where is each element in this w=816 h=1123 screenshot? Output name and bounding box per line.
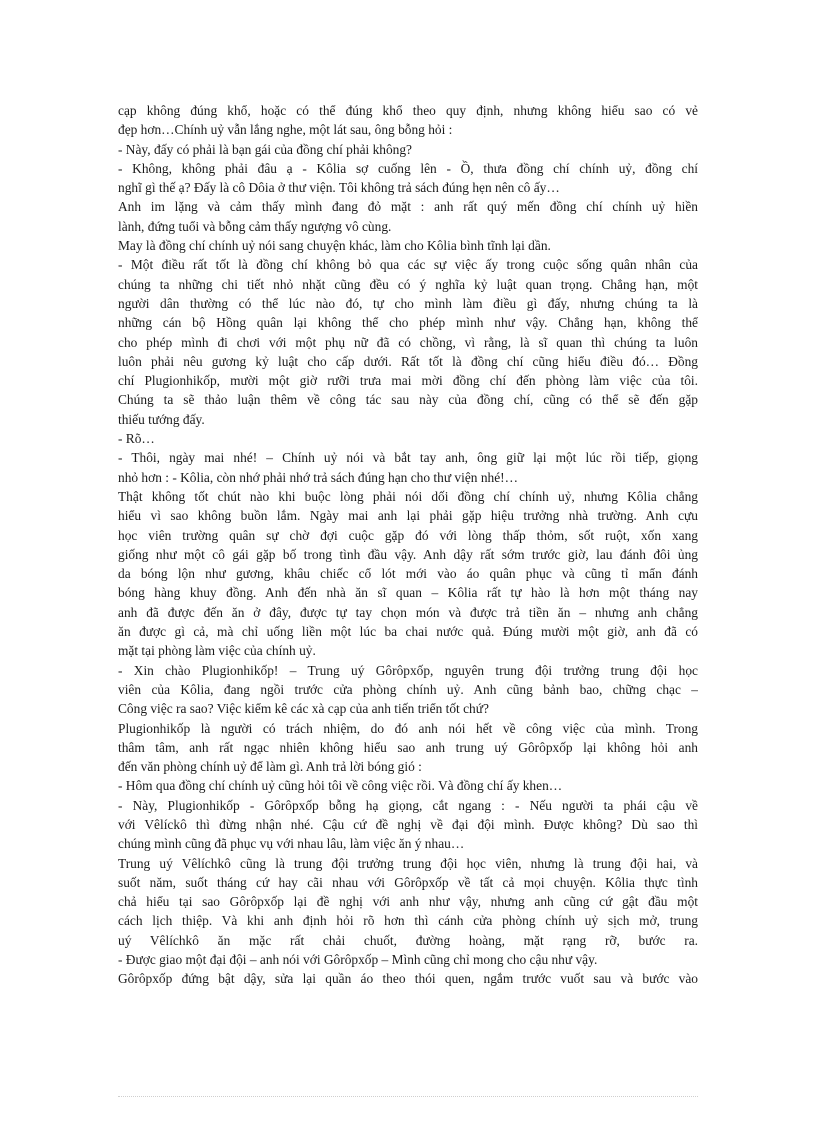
document-body [118,101,698,989]
text-line: Thật không tốt chút nào khi buộc lòng phải nói dối đồng chí chính uỷ, nhưng Kôlia chẳng [118,488,698,504]
text-line: cho phép mình đi chơi với một phụ nữ đã có chồng, vì rằng, là sĩ quan thì chúng ta luôn [118,334,698,350]
text-line: ăn được gì cả, mà chỉ uống liền một lúc ba chai nước quả. Đúng mười một giờ, anh đã có [118,624,698,640]
text-line: - Hôm qua đồng chí chính uỷ cũng hỏi tôi về công việc rồi. Và đồng chí ấy khen… [118,778,563,794]
text-line: thâm tâm, anh rất ngạc nhiên không hiểu sao anh trung uý Gôrôpxốp lại không hỏi anh [118,739,698,755]
text-line: - Này, Plugionhikốp - Gôrôpxốp bỗng hạ giọng, cắt ngang : - Nếu người ta phái cậu về [118,797,698,813]
text-line: người dân thường có thể lúc nào đó, tự cho mình làm điều gì đấy, nhưng chúng ta là [118,295,698,311]
text-line: - Xin chào Plugionhikốp! – Trung uý Gôrôpxốp, nguyên trung đội trưởng trung đội học [118,662,698,678]
text-line: May là đồng chí chính uỷ nói sang chuyện khác, làm cho Kôlia bình tĩnh lại dần. [118,238,551,254]
text-line: với Vêlíckô thì đừng nhận nhé. Cậu cứ đề nghị về đại đội mình. Được không? Dù sao thì [118,816,698,832]
text-line: - Không, không phải đâu ạ - Kôlia sợ cuống lên - Ồ, thưa đồng chí chính uỷ, đồng chí [118,160,698,176]
text-line: lành, đứng tuổi và bỗng cảm thấy ngượng vô cùng. [118,218,392,234]
text-line: Chúng ta sẽ thảo luận thêm về công tác sau này của đồng chí, cũng có thể sẽ đến gặp [118,392,698,408]
text-line: Anh im lặng và cảm thấy mình đang đỏ mặt : anh rất quý mến đồng chí chính uỷ hiền [118,199,698,215]
text-line: - Này, đấy có phải là bạn gái của đồng chí phải không? [118,141,412,157]
text-line: suốt năm, suốt tháng cứ hay cãi nhau với Gôrôpxốp về tất cả mọi chuyện. Kôlia thực tình [118,874,698,890]
text-line: luôn phải nêu gương kỷ luật cho cấp dưới. Rất tốt là đồng chí cũng hiểu điều đó… Đồng [118,353,698,369]
text-line: Plugionhikốp là người có trách nhiệm, do đó anh nói hết về công việc của mình. Trong [118,720,698,736]
text-line: mặt tại phòng làm việc của chính uỷ. [118,643,316,659]
text-line: - Rõ… [118,431,155,447]
text-line: nhỏ hơn : - Kôlia, còn nhớ phải nhớ trả sách đúng hạn cho thư viện nhé!… [118,469,519,485]
text-line: chúng mình cũng đã phục vụ với nhau lâu, làm việc ăn ý nhau… [118,836,465,852]
text-line: đến văn phòng chính uỷ để làm gì. Anh trả lời bóng gió : [118,759,422,775]
text-line: uý Vêlíchkô ăn mặc rất chải chuốt, đường hoàng, mặt rạng rỡ, bước ra. [118,932,698,948]
text-line: bóng hàng khuy đồng. Anh đến nhà ăn sĩ quan – Kôlia rất tự hào là hơn một tháng nay [118,585,698,601]
text-line: anh đã được đến ăn ở đây, được tự tay chọn món và được trả tiền ăn – nhưng anh chẳng [118,604,698,620]
text-line: Gôrôpxốp đứng bật dậy, sửa lại quần áo theo thói quen, ngắm trước vuốt sau và bước vào [118,971,698,987]
text-line: Trung uý Vêlíchkô cũng là trung đội trưởng trung đội học viên, nhưng là trung đội hai, và [118,855,698,871]
text-line: - Một điều rất tốt là đồng chí không bỏ qua các sự việc ấy trong cuộc sống quân nhân của [118,257,698,273]
text-line: những cán bộ Hồng quân lại không thể cho phép mình như vậy. Chẳng hạn, không thể [118,315,698,331]
text-line: đẹp hơn…Chính uỷ vẫn lắng nghe, một lát sau, ông bỗng hỏi : [118,122,453,138]
text-line: - Được giao một đại đội – anh nói với Gôrôpxốp – Mình cũng chỉ mong cho cậu như vậy. [118,952,598,968]
text-line: hiểu vì sao không buồn lắm. Ngày mai anh lại phải gặp hiệu trưởng nhà trường. Anh cựu [118,508,698,524]
text-line: chả hiểu tại sao Gôrôpxốp lại đề nghị với anh như vậy, nhưng anh cũng cứ gật đầu một [118,894,698,910]
footer-rule [118,1096,698,1097]
text-line: viên của Kôlia, đang ngồi trước cửa phòng chính uỷ. Anh cũng bảnh bao, chững chạc – [118,681,698,697]
text-line: nghĩ gì thế ạ? Đấy là cô Dôia ở thư viện. Tôi không trả sách đúng hẹn nên cô ấy… [118,180,560,196]
text-line: cách lịch thiệp. Và khi anh định hỏi rõ hơn thì cánh cửa phòng chính uỷ sịch mở, trung [118,913,698,929]
text-line: cạp không đúng khổ, hoặc có thể đúng khổ theo quy định, nhưng không hiểu sao có vẻ [118,103,698,118]
text-line: - Thôi, ngày mai nhé! – Chính uỷ nói và bắt tay anh, ông giữ lại một lúc rồi tiếp, giọng [118,450,698,466]
text-line: chí Plugionhikốp, mười một giờ rưỡi trưa mai mời đồng chí đến phòng làm việc của tôi. [118,373,698,389]
text-line: thiếu tướng đấy. [118,411,205,427]
text-line: giống như một cô gái gặp bố trong tình đầu vậy. Anh dậy rất sớm trước giờ, lau đánh đôi ủng [118,546,698,562]
text-line: học viên trường quân sự chờ đợi cuộc gặp đó với lòng thấp thỏm, sốt ruột, xốn xang [118,527,698,543]
text-line: chúng ta những chi tiết nhỏ nhặt cũng đều có ý nghĩa kỷ luật quan trọng. Chẳng hạn, một [118,276,698,292]
text-line: da bóng lộn như gương, khâu chiếc cổ lót mới vào áo quân phục và cũng tỉ mẩn đánh [118,566,698,582]
text-line: Công việc ra sao? Việc kiểm kê các xà cạp của anh tiến triển tốt chứ? [118,701,489,717]
